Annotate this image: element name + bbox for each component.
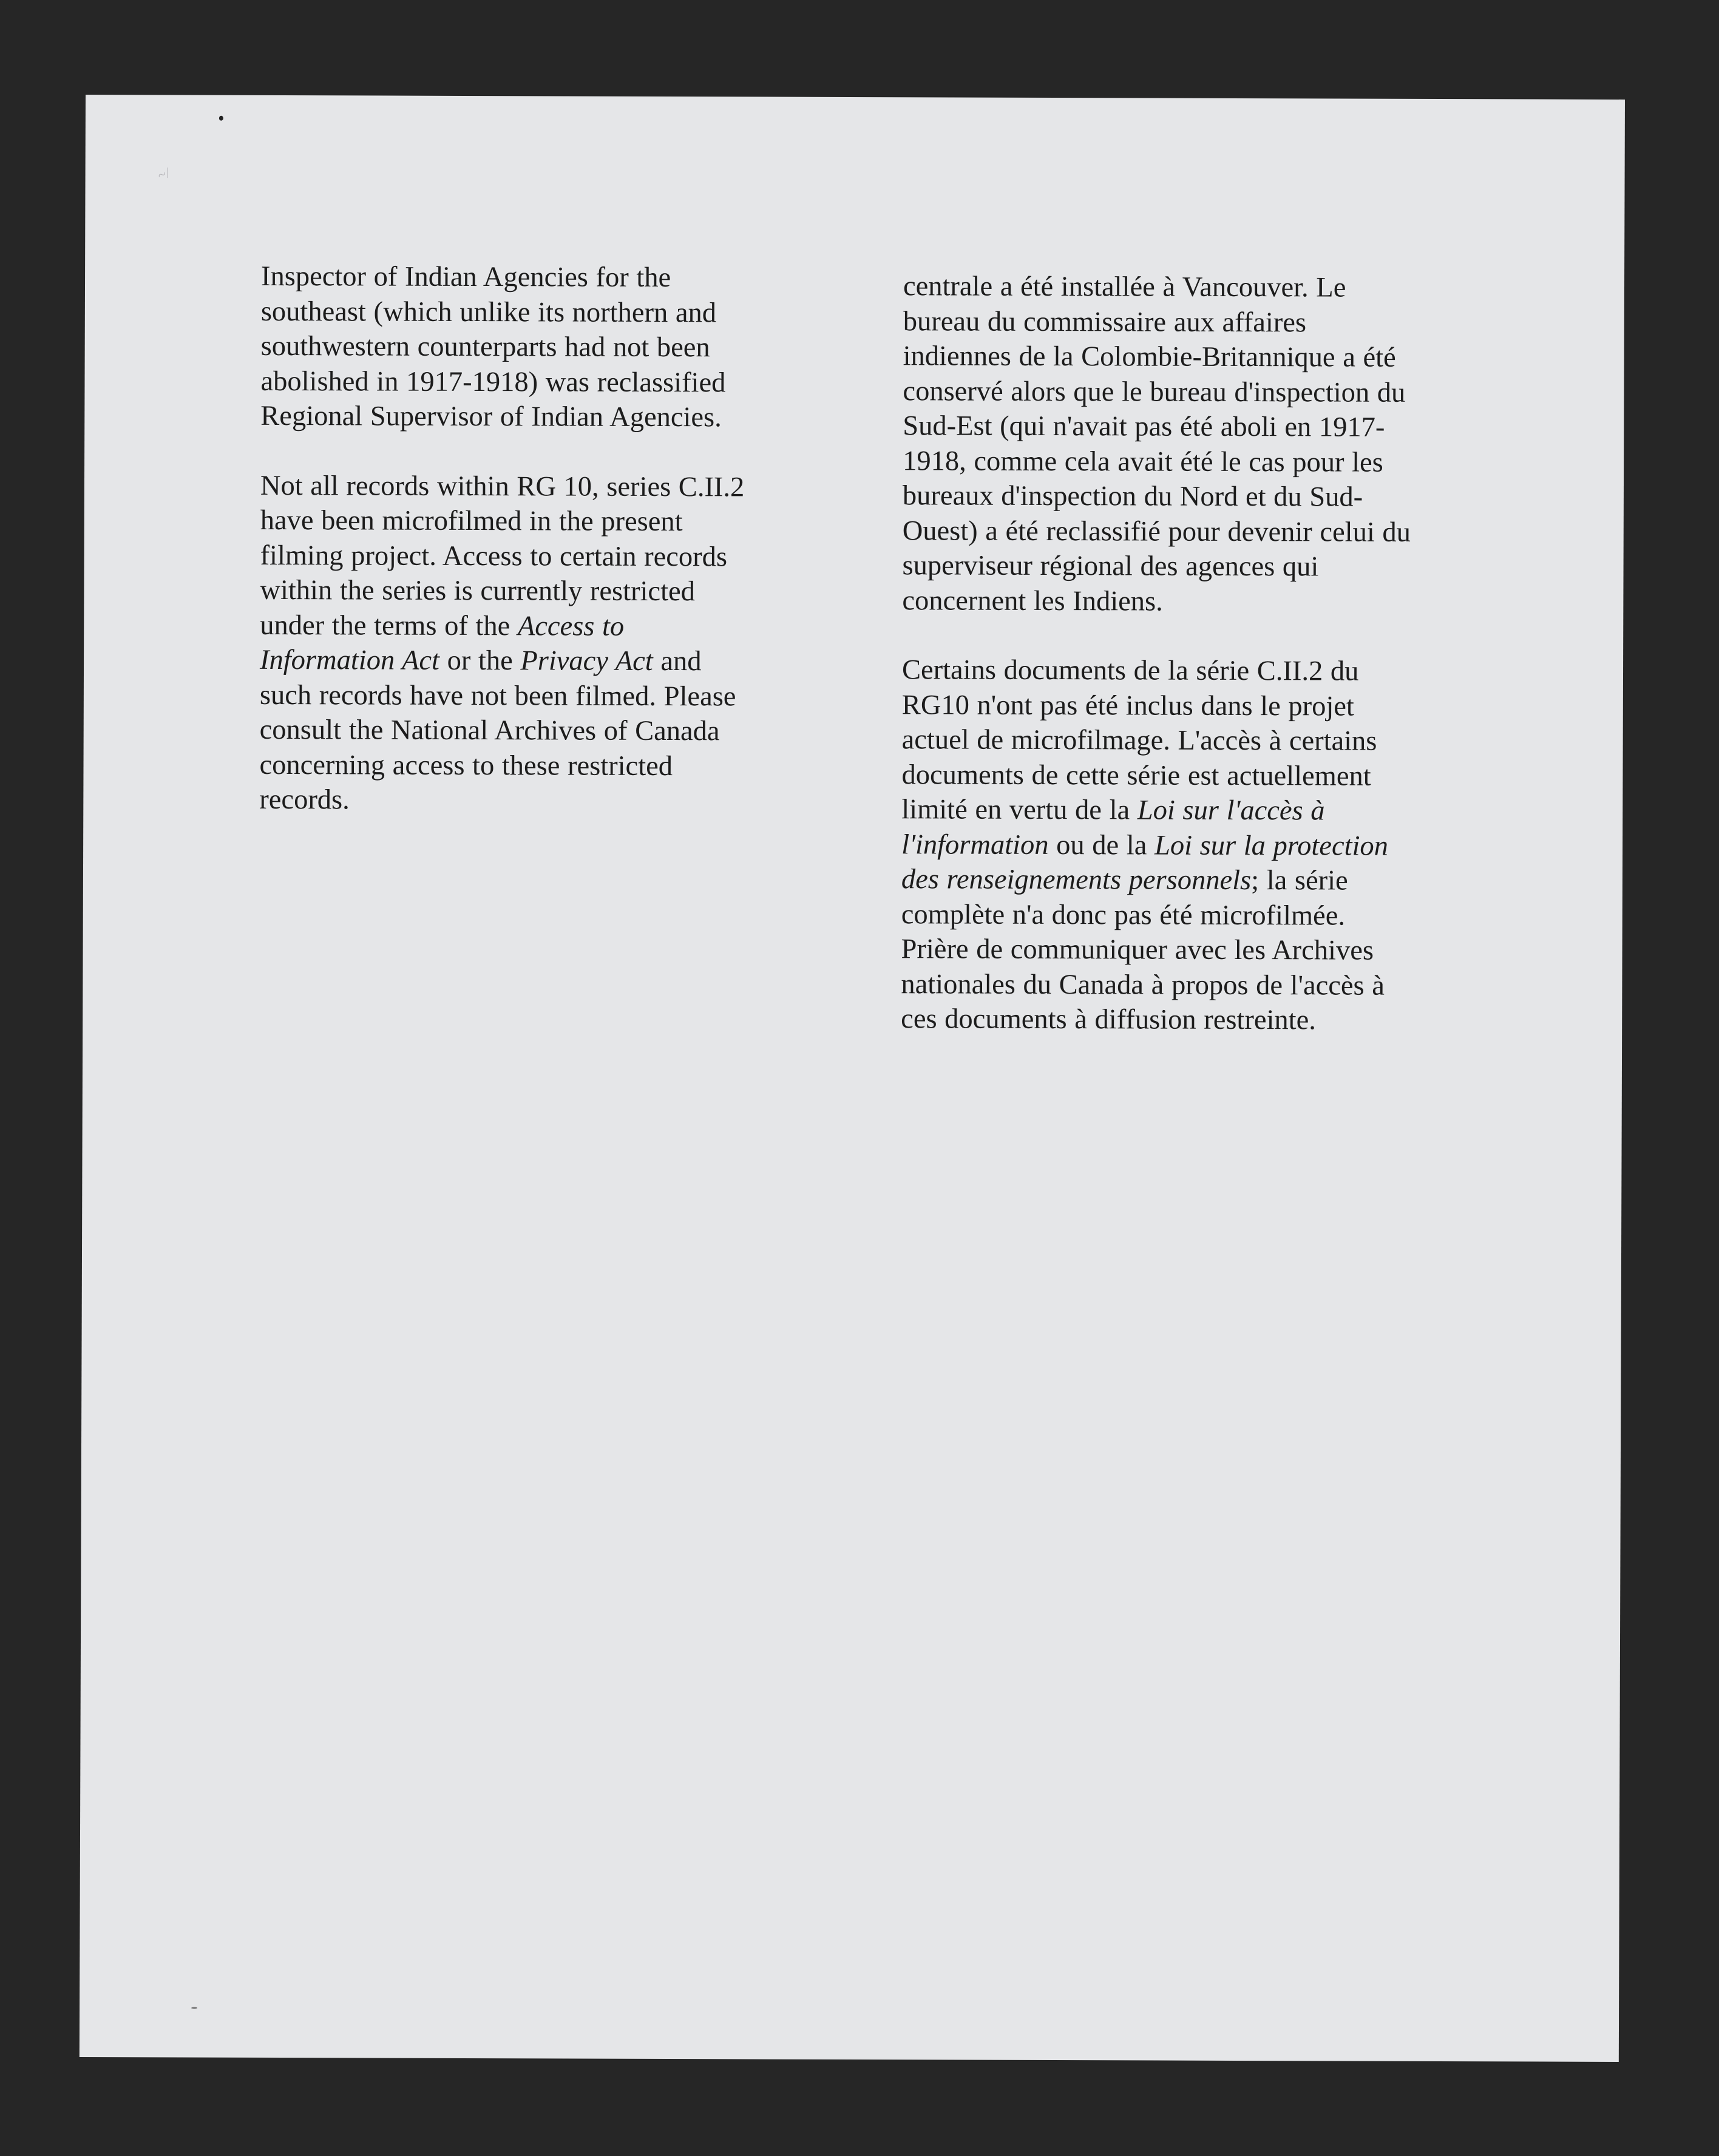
law-title-italic: des renseignements personnels [901,864,1252,897]
text-run: ou de la [1048,829,1155,861]
text-line: concerning access to these restricted [259,749,673,782]
text-line: concernent les Indiens. [902,585,1163,617]
text-run: and [653,645,702,677]
text-line: abolished in 1917-1918) was reclassified [260,365,726,398]
text-line: superviseur régional des agences qui [902,550,1319,583]
text-line: Ouest) a été reclassifié pour devenir celui du [902,515,1411,548]
text-line: Prière de communiquer avec les Archives [901,934,1374,966]
text-line: Not all records within RG 10, series C.II.2 [260,470,745,503]
text-line: ces documents à diffusion restreinte. [901,1003,1316,1036]
scanned-page [80,95,1625,2062]
english-paragraph-1 [260,259,874,436]
french-paragraph-1 [902,269,1565,620]
text-line: documents de cette série est actuellement [901,759,1371,792]
text-run: or the [439,645,521,677]
text-line: Certains documents de la série C.II.2 du [901,654,1359,687]
text-line: indiennes de la Colombie-Britannique a été [903,341,1396,373]
act-title-italic: Information Act [259,644,440,676]
text-line [901,862,1563,899]
text-line [260,608,873,645]
ink-speck [219,116,223,121]
text-line: consult the National Archives of Canada [259,714,720,747]
ink-speck [191,2007,197,2009]
law-title-italic: l'information [901,829,1049,861]
text-line: complète n'a donc pas été microfilmée. [901,898,1346,932]
english-column [259,259,874,854]
text-line: have been microfilmed in the present [260,504,683,538]
text-line: centrale a été installée à Vancouver. Le [903,271,1346,303]
text-line: actuel de microfilmage. L'accès à certains [901,724,1377,757]
english-paragraph-2 [259,468,873,819]
text-line: bureau du commissaire aux affaires [903,305,1307,338]
law-title-italic: Loi sur la protection [1154,830,1389,862]
text-run: under the terms of the [260,609,518,642]
text-line: filming project. Access to certain records [260,540,728,572]
text-line: bureaux d'inspection du Nord et du Sud- [902,480,1363,513]
text-line [901,792,1563,829]
text-line: Inspector of Indian Agencies for the [260,260,671,294]
faint-pencil-mark: ~/ [155,164,172,184]
text-line: southwestern counterparts had not been [260,330,710,364]
text-line: Regional Supervisor of Indian Agencies. [260,400,722,433]
text-line: nationales du Canada à propos de l'accès à [901,968,1385,1002]
text-line: 1918, comme cela avait été le cas pour les [903,445,1383,478]
text-line [260,643,873,680]
text-line: such records have not been filmed. Please [259,679,736,712]
text-line: Sud-Est (qui n'avait pas été aboli en 1917- [903,410,1385,443]
act-title-italic: Privacy Act [520,645,653,677]
french-column [901,269,1565,1073]
text-run: ; la série [1251,865,1348,897]
french-paragraph-2 [901,653,1564,1039]
act-title-italic: Access to [517,610,625,642]
law-title-italic: Loi sur l'accès à [1137,795,1325,827]
text-line: conservé alors que le bureau d'inspection du [903,375,1406,408]
text-line: records. [259,784,350,816]
text-run: limité en vertu de la [901,794,1138,826]
text-line: southeast (which unlike its northern and [260,296,717,328]
text-line [901,827,1563,864]
text-line: RG10 n'ont pas été inclus dans le projet [901,689,1354,722]
text-line: within the series is currently restricted [260,574,696,608]
